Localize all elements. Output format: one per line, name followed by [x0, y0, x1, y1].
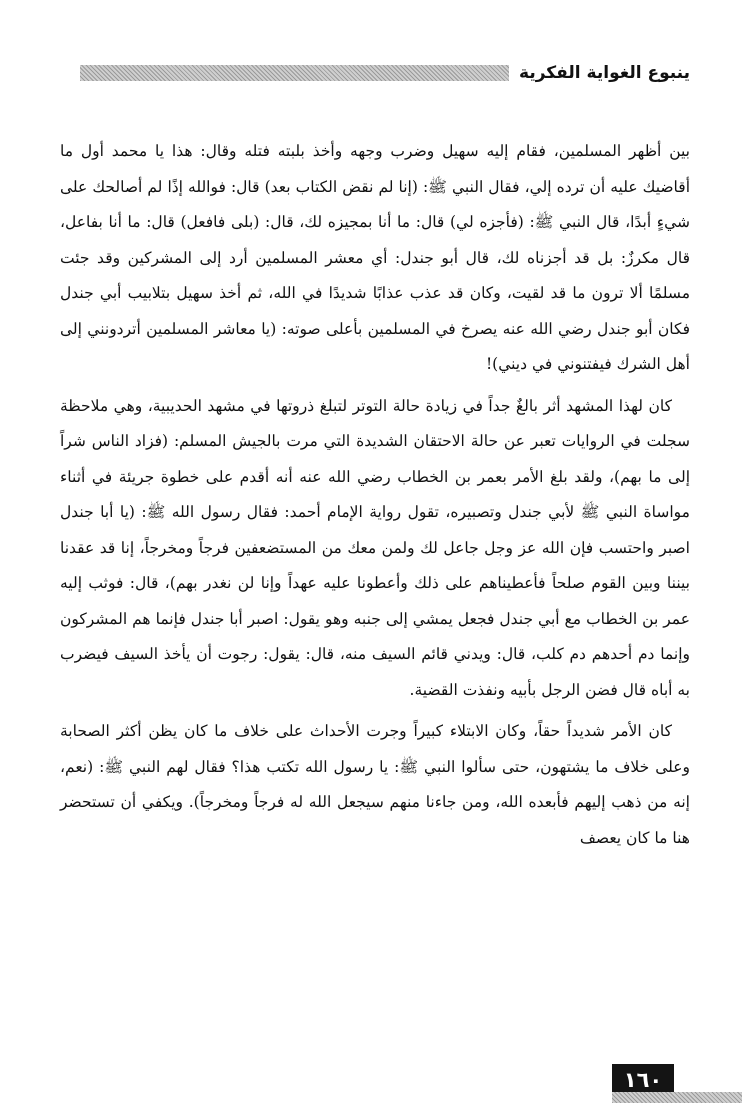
running-title: ينبوع الغواية الفكرية — [519, 63, 690, 83]
body-text — [60, 134, 690, 862]
paragraph-2: كان لهذا المشهد أثر بالغٌ جداً في زيادة حالة التوتر لتبلغ ذروتها في مشهد الحديبية، وهي ملاحظة سجلت في الروايات تعبر عن حالة الاحتقان الشديدة التي مرت بالجيش المسلم: (فزاد الناس شراً إلى ما بهم)، ولقد بلغ الأمر بعمر بن الخطاب رضي الله عنه أنه أقدم على خطوة جريئة في أثناء مواساة النبي ﷺ لأبي جندل وتصبيره، تقول رواية الإمام أحمد: فقال رسول الله ﷺ: (يا أبا جندل اصبر واحتسب فإن الله عز وجل جاعل لك ولمن معك من المستضعفين فرجاً ومخرجاً، إنا قد عقدنا بيننا وبين القوم صلحاً فأعطيناهم على ذلك وأعطونا عليه عهداً وإنا لن نغدر بهم)، قال: فوثب إليه عمر بن الخطاب مع أبي جندل فجعل يمشي إلى جنبه وهو يقول: اصبر أبا جندل فإنما هم المشركون وإنما دم أحدهم دم كلب، قال: ويدني قائم السيف منه، قال: يقول: رجوت أن يأخذ السيف فيضرب به أباه قال فضن الرجل بأبيه ونفذت القضية. — [60, 396, 690, 699]
page-number: ١٦٠ — [623, 1068, 663, 1092]
running-header — [80, 56, 690, 90]
paragraph-1: بين أظهر المسلمين، فقام إليه سهيل وضرب وجهه وأخذ بلبته فتله وقال: هذا يا محمد أول ما أقاضيك عليه أن ترده إلي، فقال النبي ﷺ: (إنا لم نقض الكتاب بعد) قال: فوالله إذًا لم أصالحك على شيءٍ أبدًا، قال النبي ﷺ: (فأجزه لي) قال: ما أنا بمجيزه لك، قال: (بلى فافعل) قال: ما أنا بفاعل، قال مكرزٌ: بل قد أجزناه لك، قال أبو جندل: أي معشر المسلمين أرد إلى المشركين وقد جئت مسلمًا ألا ترون ما قد لقيت، وكان قد عذب عذابًا شديدًا في الله، ثم أخذ سهيل بتلابيب أبي جندل فكان أبو جندل رضي الله عنه يصرخ في المسلمين بأعلى صوته: (يا معاشر المسلمين أتردونني إلى أهل الشرك فيفتنوني في ديني)! — [60, 142, 690, 373]
paragraph-3: كان الأمر شديداً حقاً، وكان الابتلاء كبيراً وجرت الأحداث على خلاف ما كان يظن أكثر الصحابة وعلى خلاف ما يشتهون، حتى سألوا النبي ﷺ: يا رسول الله تكتب هذا؟ فقال لهم النبي ﷺ: (نعم، إنه من ذهب إليهم فأبعده الله، ومن جاءنا منهم سيجعل الله له فرجاً ومخرجاً). ويكفي أن تستحضر هنا ما كان يعصف — [60, 722, 690, 847]
header-ornament-band — [80, 65, 509, 81]
footer-ornament-band — [612, 1092, 742, 1103]
